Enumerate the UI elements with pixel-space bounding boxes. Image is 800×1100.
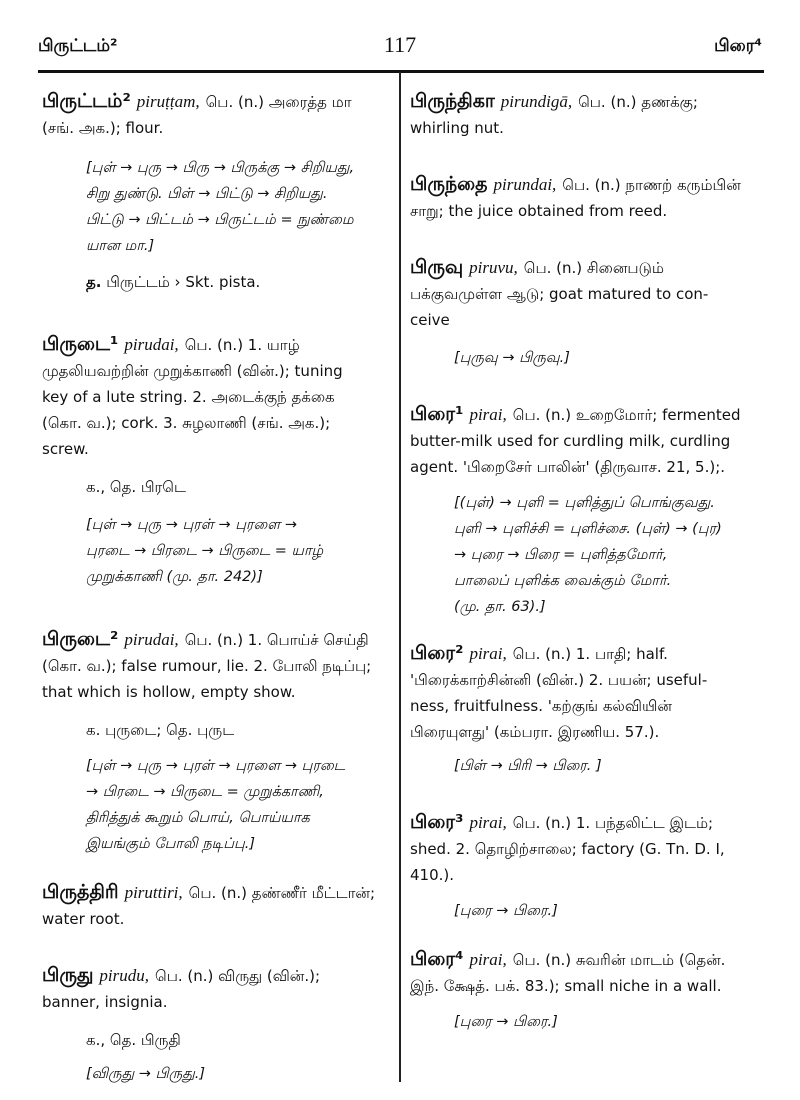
page-header xyxy=(38,28,762,68)
transliteration: pirai, xyxy=(469,813,507,832)
headword: பிரை³ xyxy=(410,811,464,833)
right-column xyxy=(410,76,762,1035)
transliteration: pirudu, xyxy=(99,966,150,985)
headword: பிருந்தை xyxy=(410,173,488,195)
cognate: க. புருடை; தெ. புருட xyxy=(86,721,235,739)
dictionary-entry xyxy=(42,88,387,295)
dictionary-entry: பிரை³ pirai, பெ. (n.) 1. பந்தலிட்ட இடம்; shed. 2. தொழிற்சாலை; factory (G. Tn. D. I, 410.). [புரை → பிரை.] xyxy=(410,809,762,924)
headword: பிருட்டம்² xyxy=(42,90,131,112)
dictionary-entry: பிருது pirudu, பெ. (n.) விருது (வின்.); banner, insignia. க., தெ. பிருதி [விருது → பிருது.] xyxy=(42,962,387,1087)
definition: பிருவு piruvu, பெ. (n.) சினைபடும் xyxy=(410,256,664,278)
headword: பிருந்திகா xyxy=(410,90,495,112)
dictionary-entry: பிரை¹ pirai, பெ. (n.) உறைமோர்; fermented butter-milk used for curdling milk, curdling agent. 'பிறைசேர் பாலின்' (திருவாச. 21, 5.);. [(புள்) → புளி = புளித்துப் பொங்குவது. புளி → புளிச்சி = புளிச்சை. (புள்) → (புர) → புரை → பிரை = புளித்தமோர், பாலைப் புளிக்க வைக்கும் மோர். (மு. தா. 63).] xyxy=(410,401,762,620)
headword: பிரை¹ xyxy=(410,403,464,425)
etymology: [புள் → புரு → பிரு → பிருக்கு → சிறியது, சிறு துண்டு. பிள் → பிட்டு → சிறியது. பிட்டு → பிட்டம் → பிருட்டம் = நுண்மை யான மா.] xyxy=(86,160,355,254)
headword: பிரை² xyxy=(410,642,464,664)
transliteration: piruttiri, xyxy=(124,883,183,902)
transliteration: pirudai, xyxy=(124,630,179,649)
dictionary-entry: பிருடை² pirudai, பெ. (n.) 1. பொய்ச் செய்தி (கொ. வ.); false rumour, lie. 2. போலி நடிப்பு; that which is hollow, empty show. க. புருடை; தெ. புருட [புள் → புரு → புரள் → புரளை → புரடை → பிரடை → பிருடை = முறுக்காணி, திரித்துக் கூறும் பொய், பொய்யாக இயங்கும் போலி நடிப்பு.] xyxy=(42,626,387,857)
transliteration: pirundai, xyxy=(493,175,557,194)
definition: பிரை³ pirai, பெ. (n.) 1. பந்தலிட்ட இடம்; xyxy=(410,811,714,833)
transliteration: pirai, xyxy=(469,405,507,424)
etymology: [புரை → பிரை.] xyxy=(454,903,558,919)
dictionary-entry: பிரை⁴ pirai, பெ. (n.) சுவரின் மாடம் (தென். இந். க்ஷேத். பக். 83.); small niche in a wall. [புரை → பிரை.] xyxy=(410,946,762,1035)
headword: பிருது xyxy=(42,964,94,986)
left-guide-word: பிருட்டம்² xyxy=(38,36,118,56)
dictionary-entry: பிருந்தை pirundai, பெ. (n.) நாணற் கரும்பின் சாறு; the juice obtained from reed. xyxy=(410,171,762,224)
definition: பிருடை¹ pirudai, பெ. (n.) 1. யாழ் xyxy=(42,333,300,355)
etymology: [புரை → பிரை.] xyxy=(454,1014,558,1030)
dictionary-entry: பிருந்திகா pirundigā, பெ. (n.) தணக்கு; whirling nut. xyxy=(410,88,762,141)
definition: பிருடை² pirudai, பெ. (n.) 1. பொய்ச் செய்தி xyxy=(42,628,369,650)
definition: பிரை⁴ pirai, பெ. (n.) சுவரின் மாடம் (தென். xyxy=(410,948,726,970)
right-guide-word: பிரை⁴ xyxy=(714,36,762,56)
headword: பிருடை¹ xyxy=(42,333,119,355)
etymology: [புருவு → பிருவு.] xyxy=(454,350,570,366)
column-divider xyxy=(399,72,401,1082)
headword: பிருத்திரி xyxy=(42,881,119,903)
definition: பிருந்தை pirundai, பெ. (n.) நாணற் கரும்பின் xyxy=(410,173,741,195)
cognate: க., தெ. பிரடெ xyxy=(86,478,186,496)
header-rule xyxy=(38,70,764,73)
headword: பிருடை² xyxy=(42,628,119,650)
definition: பிருட்டம்² piruṭṭam, பெ. (n.) அரைத்த மா xyxy=(42,90,352,112)
definition: பிரை¹ pirai, பெ. (n.) உறைமோர்; fermented xyxy=(410,403,741,425)
transliteration: pirudai, xyxy=(124,335,179,354)
dictionary-entry: பிருத்திரி piruttiri, பெ. (n.) தண்ணீர் மீட்டான்; water root. xyxy=(42,879,387,932)
cognate: க., தெ. பிருதி xyxy=(86,1031,181,1049)
page-number: 117 xyxy=(383,32,417,57)
dictionary-entry: பிருடை¹ pirudai, பெ. (n.) 1. யாழ் முதலியவற்றின் முறுக்காணி (வின்.); tuning key of a lute string. 2. அடைக்குந் தக்கை (கொ. வ.); cork. 3. சுழலாணி (சங். அக.); screw. க., தெ. பிரடெ [புள் → புரு → புரள் → புரளை → புரடை → பிரடை → பிருடை = யாழ் முறுக்காணி (மு. தா. 242)] xyxy=(42,331,387,590)
dictionary-entry: பிருவு piruvu, பெ. (n.) சினைபடும் பக்குவமுள்ள ஆடு; goat matured to con- ceive [புருவு → பிருவு.] xyxy=(410,254,762,371)
transliteration: pirundigā, xyxy=(500,92,573,111)
definition: பிரை² pirai, பெ. (n.) 1. பாதி; half. xyxy=(410,642,668,664)
definition-line: (சங். அக.); flour. xyxy=(42,119,164,137)
headword: பிரை⁴ xyxy=(410,948,464,970)
headword: பிருவு xyxy=(410,256,464,278)
transliteration: piruṭṭam, xyxy=(136,92,200,111)
transliteration: pirai, xyxy=(469,950,507,969)
transliteration: pirai, xyxy=(469,644,507,663)
definition: பிருந்திகா pirundigā, பெ. (n.) தணக்கு; xyxy=(410,90,698,112)
etymology: [(புள்) → புளி = புளித்துப் பொங்குவது. புளி → புளிச்சி = புளிச்சை. (புள்) → (புர) → புரை → பிரை = புளித்தமோர், பாலைப் புளிக்க வைக்கும் மோர். (மு. தா. 63).] xyxy=(454,495,722,615)
etymology: [பிள் → பிரி → பிரை. ] xyxy=(454,758,602,774)
dictionary-entry: பிரை² pirai, பெ. (n.) 1. பாதி; half. 'பிரைக்காற்சின்னி (வின்.) 2. பயன்; useful- ness, fruitfulness. 'கற்குங் கல்வியின் பிரையுளது' (கம்பரா. இரணிய. 57.). [பிள் → பிரி → பிரை. ] xyxy=(410,640,762,779)
left-column xyxy=(42,76,387,1087)
cognate: த. பிருட்டம் › Skt. pista. xyxy=(86,273,261,291)
definition: பிருது pirudu, பெ. (n.) விருது (வின்.); xyxy=(42,964,321,986)
etymology: [புள் → புரு → புரள் → புரளை → புரடை → பிரடை → பிருடை = முறுக்காணி, திரித்துக் கூறும் பொய், பொய்யாக இயங்கும் போலி நடிப்பு.] xyxy=(86,758,346,852)
transliteration: piruvu, xyxy=(469,258,518,277)
etymology: [விருது → பிருது.] xyxy=(86,1066,206,1082)
definition: பிருத்திரி piruttiri, பெ. (n.) தண்ணீர் மீட்டான்; xyxy=(42,881,376,903)
etymology: [புள் → புரு → புரள் → புரளை → புரடை → பிரடை → பிருடை = யாழ் முறுக்காணி (மு. தா. 242)] xyxy=(86,517,324,585)
